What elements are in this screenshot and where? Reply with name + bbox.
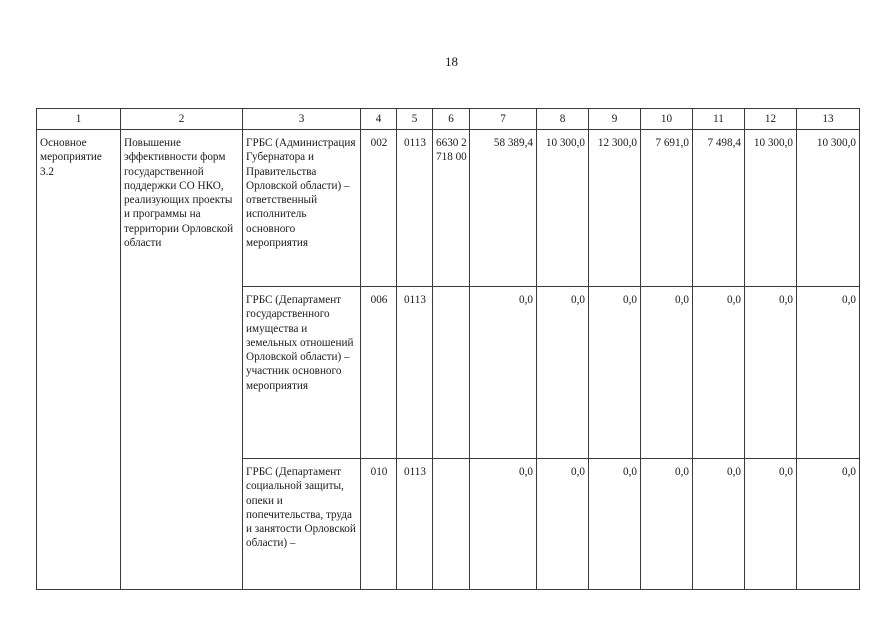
header-cell: 11: [693, 109, 745, 130]
header-cell: 3: [243, 109, 361, 130]
amount-cell: 0,0: [537, 287, 589, 459]
header-cell: 7: [470, 109, 537, 130]
amount-cell: 0,0: [797, 287, 860, 459]
amount-cell: 10 300,0: [537, 130, 589, 287]
code-cell: 6630 2718 00: [433, 130, 470, 287]
header-cell: 6: [433, 109, 470, 130]
grbs-cell: ГРБС (Департамент государственного имущества и земельных отношений Орловской области) – участник основного мероприятия: [243, 287, 361, 459]
grbs-cell: ГРБС (Администрация Губернатора и Правительства Орловской области) – ответственный исполнитель основного мероприятия: [243, 130, 361, 287]
event-name-cell: Основное мероприятие 3.2: [37, 130, 121, 590]
grbs-cell: ГРБС (Департамент социальной защиты, опеки и попечительства, труда и занятости Орловской области) –: [243, 459, 361, 590]
code-cell: 0113: [397, 459, 433, 590]
header-cell: 4: [361, 109, 397, 130]
header-cell: 9: [589, 109, 641, 130]
amount-cell: 0,0: [693, 459, 745, 590]
budget-table: [36, 108, 860, 590]
amount-cell: 12 300,0: [589, 130, 641, 287]
amount-cell: 10 300,0: [745, 130, 797, 287]
header-cell: 1: [37, 109, 121, 130]
amount-cell: 0,0: [641, 287, 693, 459]
header-cell: 10: [641, 109, 693, 130]
header-cell: 12: [745, 109, 797, 130]
amount-cell: 0,0: [693, 287, 745, 459]
amount-cell: 7 691,0: [641, 130, 693, 287]
code-cell: [433, 459, 470, 590]
code-cell: 0113: [397, 130, 433, 287]
code-cell: 010: [361, 459, 397, 590]
code-cell: [433, 287, 470, 459]
amount-cell: 0,0: [470, 287, 537, 459]
header-cell: 8: [537, 109, 589, 130]
amount-cell: 10 300,0: [797, 130, 860, 287]
amount-cell: 0,0: [589, 459, 641, 590]
page-number: 18: [445, 54, 458, 69]
amount-cell: 58 389,4: [470, 130, 537, 287]
header-row: [37, 109, 860, 130]
amount-cell: 7 498,4: [693, 130, 745, 287]
amount-cell: 0,0: [537, 459, 589, 590]
amount-cell: 0,0: [745, 287, 797, 459]
amount-cell: 0,0: [797, 459, 860, 590]
header-cell: 5: [397, 109, 433, 130]
header-cell: 2: [121, 109, 243, 130]
event-description-cell: Повышение эффективности форм государственной поддержки СО НКО, реализующих проекты и программы на территории Орловской области: [121, 130, 243, 590]
header-cell: 13: [797, 109, 860, 130]
amount-cell: 0,0: [470, 459, 537, 590]
amount-cell: 0,0: [641, 459, 693, 590]
amount-cell: 0,0: [589, 287, 641, 459]
table-row: [37, 130, 860, 287]
code-cell: 0113: [397, 287, 433, 459]
code-cell: 002: [361, 130, 397, 287]
code-cell: 006: [361, 287, 397, 459]
amount-cell: 0,0: [745, 459, 797, 590]
